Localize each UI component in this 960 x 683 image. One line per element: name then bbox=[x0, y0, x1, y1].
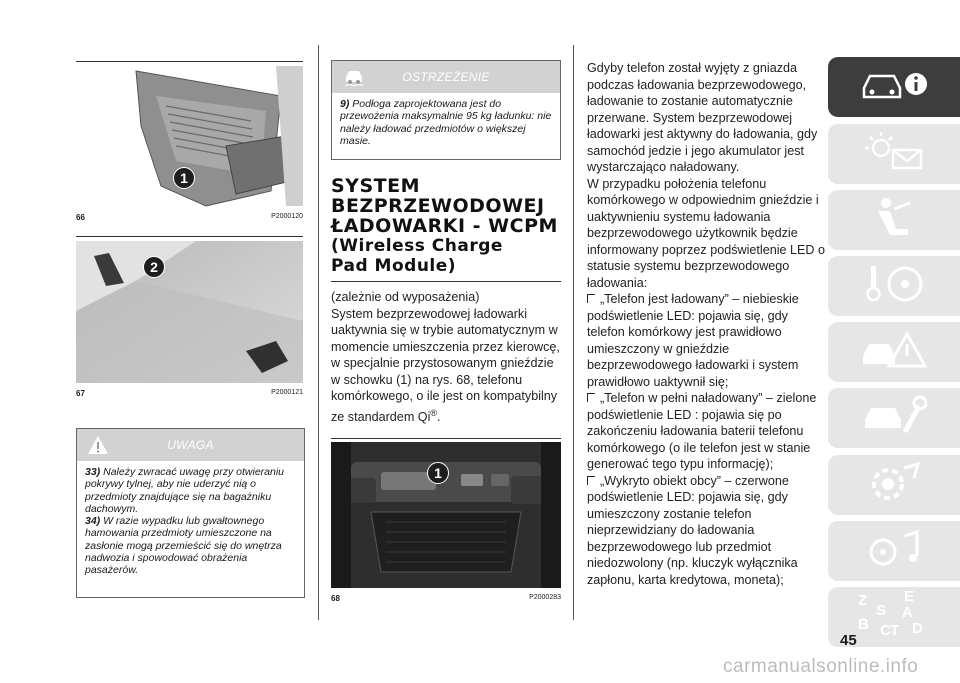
led-intro-paragraph: W przypadku położenia telefonu komórkowego w odpowiednim gnieździe i uaktywnieniu systemu ładowania bezprzewodowego użytkownik będzie informowany poprzez podświetlenie LED o statusie systemu bezprzewodowego ładowania: bbox=[587, 176, 826, 290]
figure-66-caption bbox=[76, 213, 303, 222]
figure-code: P2000120 bbox=[271, 213, 303, 220]
warning-box bbox=[331, 60, 561, 160]
caution-triangle-icon bbox=[87, 435, 109, 460]
sidebar-tab-vehicle-info[interactable] bbox=[828, 57, 960, 117]
alphabet-index-icon: Z E S A B C T D bbox=[858, 588, 923, 639]
sidebar-tab-multimedia[interactable] bbox=[828, 521, 960, 581]
figure-number: 68 bbox=[331, 594, 340, 603]
figure-number: 67 bbox=[76, 389, 85, 398]
warning-body bbox=[332, 93, 560, 152]
removal-paragraph: Gdyby telefon został wyjęty z gniazda podczas ładowania bezprzewodowego, ładowanie to zostanie automatycznie przerwane. System bezprzewodowej ładowarki jest aktywny do ładowania, gdy samochód jedzie i jego akumulator jest wystarczająco naładowany. bbox=[587, 61, 818, 174]
page-number: 45 bbox=[840, 632, 857, 649]
section-title bbox=[331, 176, 566, 276]
section-title-rule bbox=[331, 281, 561, 282]
sidebar-tab-safety[interactable] bbox=[828, 190, 960, 250]
caution-box bbox=[76, 428, 305, 598]
title-line: (Wireless Charge bbox=[331, 236, 503, 256]
figure-code: P2000283 bbox=[529, 594, 561, 601]
sidebar-tab-instruments[interactable] bbox=[828, 124, 960, 184]
warning-header bbox=[332, 61, 560, 93]
key-steering-icon bbox=[861, 262, 927, 311]
title-line: SYSTEM bbox=[331, 175, 420, 197]
column-divider-left bbox=[318, 45, 319, 620]
seated-person-icon bbox=[864, 195, 924, 246]
watermark-text: carmanualsonline.info bbox=[723, 656, 919, 677]
sidebar-tab-maintenance[interactable] bbox=[828, 388, 960, 448]
callout-1: 1 bbox=[427, 462, 449, 484]
title-line: Pad Module) bbox=[331, 256, 457, 276]
caution-item: 34) W razie wypadku lub gwałtownego hamowania przedmioty umieszczone na zasłonie mogą przemieścić się do wnętrza nadwozia i spowodować obrażenia pasażerów. bbox=[85, 515, 282, 577]
caution-item: 33) Należy zwracać uwagę przy otwieraniu pokrywy tylnej, aby nie uderzyć nią o przedmioty znajdujące się na bagażniku dachowym. bbox=[85, 466, 285, 515]
sidebar-tab-driving[interactable] bbox=[828, 256, 960, 316]
figure-68-caption bbox=[331, 594, 561, 603]
column-divider-right bbox=[573, 45, 574, 620]
bullet-icon bbox=[587, 476, 595, 485]
status-bullet-foreign-object: „Wykryto obiekt obcy” – czerwone podświetlenie LED: pojawia się, gdy umieszczony zostanie telefon nieprzewidziany do ładowania bezprzewodowego lub przedmiot niedozwolony (np. kluczyk wyłącznika zapłonu, karta kredytowa, moneta); bbox=[587, 473, 798, 587]
sidebar-tab-emergency[interactable] bbox=[828, 322, 960, 382]
sidebar-tab-technical-data[interactable] bbox=[828, 455, 960, 515]
sun-envelope-icon bbox=[859, 130, 929, 179]
warning-item: 9) Podłoga zaprojektowana jest do przewożenia maksymalnie 95 kg ładunku: nie należy ładować przedmiotów o większej masie. bbox=[340, 98, 552, 147]
figure-66-photo bbox=[76, 66, 303, 208]
status-bullet-charging: „Telefon jest ładowany” – niebieskie podświetlenie LED: pojawia się, gdy telefon komórkowy jest prawidłowo umieszczony w gnieździe bezprzewodowego ładowarki i system prawidłowo uaktywnił się; bbox=[587, 292, 799, 389]
callout-2: 2 bbox=[143, 256, 165, 278]
figure-67-photo bbox=[76, 241, 303, 383]
caution-header bbox=[77, 429, 304, 461]
bullet-icon bbox=[587, 294, 595, 303]
figure-code: P2000121 bbox=[271, 389, 303, 396]
bullet-icon bbox=[587, 393, 595, 402]
figure-66-top-rule bbox=[76, 61, 303, 62]
figure-68-photo bbox=[331, 442, 561, 588]
figure-68-top-rule bbox=[331, 438, 561, 439]
car-wrench-icon bbox=[861, 394, 927, 443]
callout-1: 1 bbox=[173, 167, 195, 189]
warning-title: OSTRZEŻENIE bbox=[402, 70, 490, 84]
car-skid-icon bbox=[342, 67, 366, 92]
figure-number: 66 bbox=[76, 213, 85, 222]
wcpm-body: System bezprzewodowej ładowarki uaktywnia się w trybie automatycznym w momencie umieszczenia przez kierowcę, w specjalnie przystosowanym gnieździe w schowku (1) na rys. 68, telefonu komórkowego, o ile jest on kompatybilny ze standardem Qi®. bbox=[331, 306, 560, 424]
title-line: ŁADOWARKI - WCPM bbox=[331, 215, 558, 237]
title-line: BEZPRZEWODOWEJ bbox=[331, 195, 545, 217]
caution-body bbox=[77, 461, 304, 582]
availability-note: (zależnie od wyposażenia) bbox=[331, 290, 480, 304]
figure-67-top-rule bbox=[76, 236, 303, 237]
figure-67-caption bbox=[76, 389, 303, 398]
car-warning-icon bbox=[859, 328, 929, 377]
status-bullet-charged: „Telefon w pełni naładowany” – zielone podświetlenie LED : pojawia się po zakończeniu ładowania baterii telefonu komórkowego (o ile telefon jest w stanie generować tego typu informację); bbox=[587, 391, 817, 471]
wcpm-description bbox=[331, 289, 563, 425]
wcpm-status-text bbox=[587, 60, 825, 588]
gear-icon bbox=[864, 460, 924, 511]
car-info-icon bbox=[858, 64, 930, 111]
caution-title: UWAGA bbox=[167, 438, 214, 452]
radio-music-icon bbox=[861, 526, 927, 577]
